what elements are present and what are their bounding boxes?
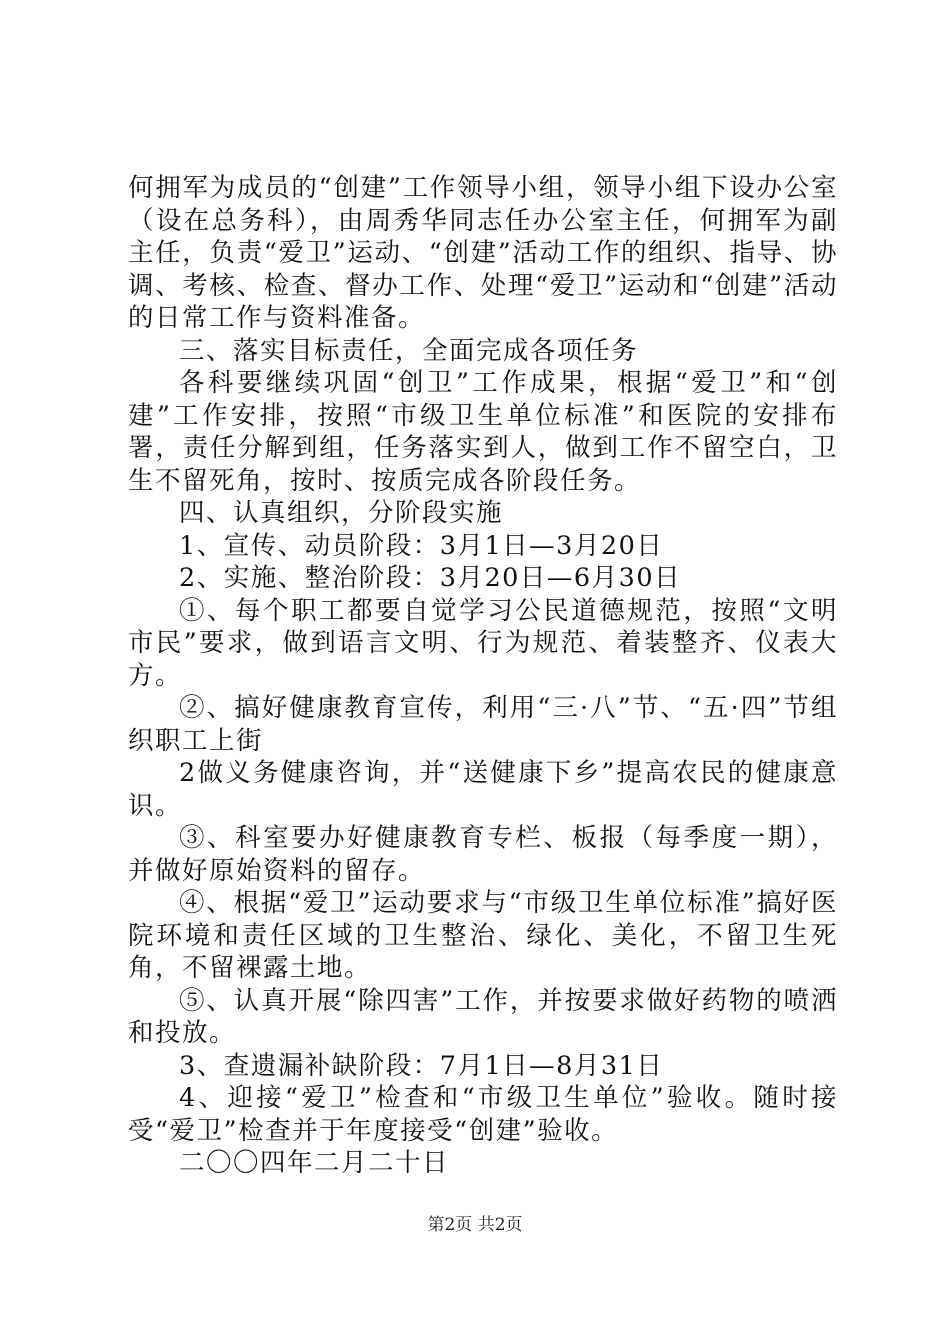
page-number-footer: 第2页 共2页 <box>427 1215 523 1235</box>
stage-item: 4、迎接“爱卫”检查和“市级卫生单位”验收。随时接受“爱卫”检查并于年度接受“创建”验收。 <box>128 1083 838 1146</box>
document-body <box>128 172 838 1180</box>
paragraph: 2做义务健康咨询，并“送健康下乡”提高农民的健康意识。 <box>128 758 838 821</box>
paragraph: 何拥军为成员的“创建”工作领导小组，领导小组下设办公室（设在总务科），由周秀华同志任办公室主任，何拥军为副主任，负责“爱卫”运动、“创建”活动工作的组织、指导、协调、考核、检查、督办工作、处理“爱卫”运动和“创建”活动的日常工作与资料准备。 <box>128 173 838 333</box>
list-item: ③、科室要办好健康教育专栏、板报（每季度一期），并做好原始资料的留存。 <box>128 823 838 886</box>
paragraph: 各科要继续巩固“创卫”工作成果，根据“爱卫”和“创建”工作安排，按照“市级卫生单位标准”和医院的安排布署，责任分解到组，任务落实到人，做到工作不留空白，卫生不留死角，按时、按质完成各阶段任务。 <box>128 368 838 496</box>
section-heading: 三、落实目标责任，全面完成各项任务 <box>179 335 639 366</box>
list-item: ②、搞好健康教育宣传，利用“三·八”节、“五·四”节组织职工上街 <box>128 693 838 756</box>
document-date: 二〇〇四年二月二十日 <box>179 1148 450 1178</box>
list-item: ④、根据“爱卫”运动要求与“市级卫生单位标准”搞好医院环境和责任区域的卫生整治、绿化、美化，不留卫生死角，不留裸露土地。 <box>128 888 838 983</box>
list-item: ①、每个职工都要自觉学习公民道德规范，按照“文明市民”要求，做到语言文明、行为规范、着装整齐、仪表大方。 <box>128 595 838 691</box>
stage-item: 2、实施、整治阶段：3月20日—6月30日 <box>179 563 682 593</box>
stage-item: 1、宣传、动员阶段：3月1日—3月20日 <box>179 530 664 561</box>
stage-item: 3、查遗漏补缺阶段：7月1日—8月31日 <box>179 1050 664 1081</box>
section-heading: 四、认真组织，分阶段实施 <box>179 498 504 528</box>
list-item: ⑤、认真开展“除四害”工作，并按要求做好药物的喷洒和投放。 <box>128 985 838 1048</box>
